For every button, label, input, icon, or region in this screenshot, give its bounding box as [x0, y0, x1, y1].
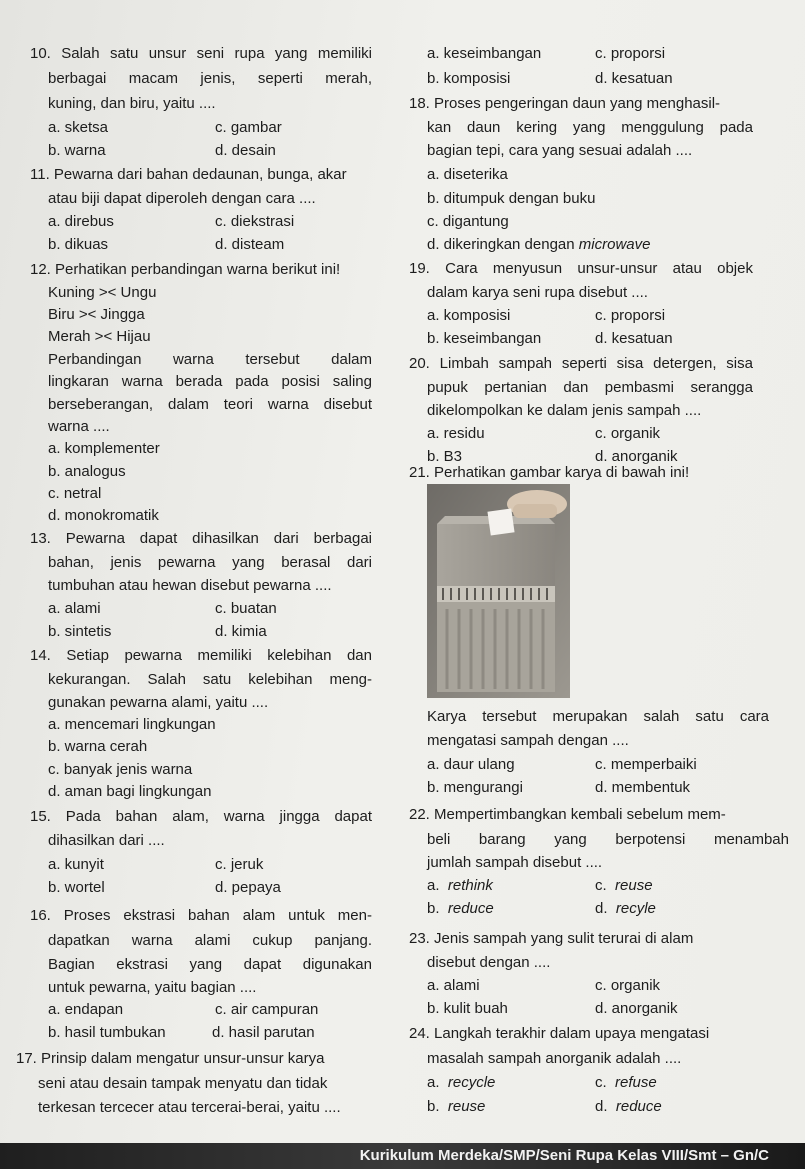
footer-text: Kurikulum Merdeka/SMP/Seni Rupa Kelas VIII/Smt – Gn/C: [359, 1147, 769, 1164]
q24-option-b[interactable]: b. reuse: [427, 1098, 486, 1115]
recycled-trash-bin-photo: [427, 484, 570, 698]
q20-line-2: pupuk pertanian dan pembasmi serangga: [427, 379, 753, 396]
q16-line-1: 16. Proses ekstrasi bahan alam untuk men-: [30, 907, 372, 924]
q22-option-c[interactable]: c. reuse: [595, 877, 653, 894]
q22-option-a[interactable]: a. rethink: [427, 877, 493, 894]
q15-option-a[interactable]: a. kunyit: [48, 856, 104, 873]
q16-option-a[interactable]: a. endapan: [48, 1001, 124, 1018]
q24-line-1: 24. Langkah terakhir dalam upaya mengatasi: [409, 1025, 710, 1042]
q21-option-c[interactable]: c. memperbaiki: [595, 756, 697, 773]
q16-line-3: Bagian ekstrasi yang dapat digunakan: [48, 956, 372, 973]
q11-line-2: atau biji dapat diperoleh dengan cara ....: [48, 190, 316, 207]
q14-option-d[interactable]: d. aman bagi lingkungan: [48, 783, 212, 800]
q17-line-3: terkesan tercecer atau tercerai-berai, yaitu ....: [38, 1099, 341, 1116]
q22-option-a-text: rethink: [447, 877, 493, 894]
q19-option-b[interactable]: b. keseimbangan: [427, 330, 542, 347]
q10-line-3: kuning, dan biru, yaitu ....: [48, 95, 216, 112]
q20-option-b[interactable]: b. B3: [427, 448, 463, 465]
q23-line-1: 23. Jenis sampah yang sulit terurai di alam: [409, 930, 694, 947]
q16-option-b[interactable]: b. hasil tumbukan: [48, 1024, 166, 1041]
q22-line-3: jumlah sampah disebut ....: [427, 854, 603, 871]
q21-line-2: Karya tersebut merupakan salah satu cara: [427, 708, 769, 725]
q14-option-a[interactable]: a. mencemari lingkungan: [48, 716, 216, 733]
q23-line-2: disebut dengan ....: [427, 954, 551, 971]
q15-line-2: dihasilkan dari ....: [48, 832, 165, 849]
q24-option-d-text: reduce: [615, 1098, 662, 1115]
q10-option-c[interactable]: c. gambar: [215, 119, 282, 136]
q13-option-c[interactable]: c. buatan: [215, 600, 277, 617]
q19-option-c[interactable]: c. proporsi: [595, 307, 666, 324]
q18-line-1: 18. Proses pengeringan daun yang menghasil-: [409, 95, 721, 112]
q19-line-1: 19. Cara menyusun unsur-unsur atau objek: [409, 260, 753, 277]
q24-line-2: masalah sampah anorganik adalah ....: [427, 1050, 682, 1067]
q17-line-2: seni atau desain tampak menyatu dan tidak: [38, 1075, 328, 1092]
q12-option-c[interactable]: c. netral: [48, 485, 102, 502]
q13-option-d[interactable]: d. kimia: [215, 623, 267, 640]
q24-option-c-text: refuse: [615, 1074, 657, 1091]
q14-option-c[interactable]: c. banyak jenis warna: [48, 761, 193, 778]
q11-option-d[interactable]: d. disteam: [215, 236, 285, 253]
q18-option-d-italic: microwave: [578, 236, 651, 253]
q12-pair-3: Merah >< Hijau: [48, 328, 151, 345]
footer-bar: [0, 1143, 805, 1169]
q20-option-c[interactable]: c. organik: [595, 425, 661, 442]
q20-option-d[interactable]: d. anorganik: [595, 448, 678, 465]
q11-option-b[interactable]: b. dikuas: [48, 236, 109, 253]
q23-option-b[interactable]: b. kulit buah: [427, 1000, 508, 1017]
q10-option-d[interactable]: d. desain: [215, 142, 276, 159]
q24-option-a-text: recycle: [447, 1074, 496, 1091]
q17-option-c[interactable]: c. proporsi: [595, 45, 666, 62]
q12-option-a[interactable]: a. komplementer: [48, 440, 160, 457]
q18-option-d[interactable]: [427, 235, 650, 254]
q22-option-b[interactable]: b. reduce: [427, 900, 494, 917]
q16-line-4: untuk pewarna, yaitu bagian ....: [48, 979, 257, 996]
q14-line-3: gunakan pewarna alami, yaitu ....: [48, 694, 269, 711]
q12-line-7: berseberangan, dalam teori warna disebut: [48, 396, 372, 413]
q15-line-1: 15. Pada bahan alam, warna jingga dapat: [30, 808, 372, 825]
q10-option-b[interactable]: b. warna: [48, 142, 106, 159]
q22-line-1: 22. Mempertimbangkan kembali sebelum mem-: [409, 806, 726, 823]
q22-line-2: beli barang yang berpotensi menambah: [427, 831, 789, 848]
q13-option-a[interactable]: a. alami: [48, 600, 101, 617]
q16-option-d[interactable]: d. hasil parutan: [212, 1024, 315, 1041]
q15-option-c[interactable]: c. jeruk: [215, 856, 264, 873]
q15-option-d[interactable]: d. pepaya: [215, 879, 281, 896]
q14-line-1: 14. Setiap pewarna memiliki kelebihan dan: [30, 647, 372, 664]
q12-line-5: Perbandingan warna tersebut dalam: [48, 351, 372, 368]
q21-option-d[interactable]: d. membentuk: [595, 779, 691, 796]
q18-line-3: bagian tepi, cara yang sesuai adalah ....: [427, 142, 693, 159]
q21-line-3: mengatasi sampah dengan ....: [427, 732, 629, 749]
q19-option-d[interactable]: d. kesatuan: [595, 330, 673, 347]
q10-line-2: berbagai macam jenis, seperti merah,: [48, 70, 372, 87]
q21-option-a[interactable]: a. daur ulang: [427, 756, 515, 773]
q24-option-c[interactable]: c. refuse: [595, 1074, 657, 1091]
q21-line-1: 21. Perhatikan gambar karya di bawah ini!: [409, 464, 690, 481]
q23-option-d[interactable]: d. anorganik: [595, 1000, 678, 1017]
q18-option-b[interactable]: b. ditumpuk dengan buku: [427, 190, 596, 207]
q19-line-2: dalam karya seni rupa disebut ....: [427, 284, 648, 301]
q12-option-b[interactable]: b. analogus: [48, 463, 126, 480]
q22-option-b-text: reduce: [447, 900, 494, 917]
q20-option-a[interactable]: a. residu: [427, 425, 485, 442]
q13-line-1: 13. Pewarna dapat dihasilkan dari berbagai: [30, 530, 372, 547]
q12-line-8: warna ....: [48, 418, 110, 435]
q17-option-a[interactable]: a. keseimbangan: [427, 45, 542, 62]
q13-line-3: tumbuhan atau hewan disebut pewarna ....: [48, 577, 332, 594]
q12-line-1: 12. Perhatikan perbandingan warna berikut ini!: [30, 261, 341, 278]
q20-line-1: 20. Limbah sampah seperti sisa detergen, sisa: [409, 355, 753, 372]
q22-option-c-text: reuse: [615, 877, 653, 894]
q10-line-1: 10. Salah satu unsur seni rupa yang memiliki: [30, 45, 372, 62]
q21-option-b[interactable]: b. mengurangi: [427, 779, 523, 796]
q18-line-2: kan daun kering yang menggulung pada: [427, 119, 753, 136]
q24-option-a[interactable]: a. recycle: [427, 1074, 496, 1091]
q15-option-b[interactable]: b. wortel: [48, 879, 105, 896]
q18-option-c[interactable]: c. digantung: [427, 213, 509, 230]
q17-option-d[interactable]: d. kesatuan: [595, 70, 673, 87]
q16-line-2: dapatkan warna alami cukup panjang.: [48, 932, 372, 949]
q12-pair-1: Kuning >< Ungu: [48, 284, 157, 301]
q11-option-a[interactable]: a. direbus: [48, 213, 114, 230]
q17-line-1: 17. Prinsip dalam mengatur unsur-unsur karya: [16, 1050, 325, 1067]
q19-option-a[interactable]: a. komposisi: [427, 307, 511, 324]
q14-line-2: kekurangan. Salah satu kelebihan meng-: [48, 671, 372, 688]
q16-option-c[interactable]: c. air campuran: [215, 1001, 319, 1018]
q12-option-d[interactable]: d. monokromatik: [48, 507, 159, 524]
q11-option-c[interactable]: c. diekstrasi: [215, 213, 295, 230]
q23-option-c[interactable]: c. organik: [595, 977, 661, 994]
q18-option-a[interactable]: a. diseterika: [427, 166, 508, 183]
q20-line-3: dikelompolkan ke dalam jenis sampah ....: [427, 402, 702, 419]
q22-option-d[interactable]: d. recyle: [595, 900, 656, 917]
q13-line-2: bahan, jenis pewarna yang berasal dari: [48, 554, 372, 571]
q24-option-d[interactable]: d. reduce: [595, 1098, 662, 1115]
q18-option-d-text: d. dikeringkan dengan: [427, 236, 579, 253]
q23-option-a[interactable]: a. alami: [427, 977, 480, 994]
q10-option-a[interactable]: a. sketsa: [48, 119, 109, 136]
q12-line-6: lingkaran warna berada pada posisi saling: [48, 373, 372, 390]
q11-line-1: 11. Pewarna dari bahan dedaunan, bunga, akar: [30, 166, 347, 183]
q12-pair-2: Biru >< Jingga: [48, 306, 145, 323]
q22-option-d-text: recyle: [615, 900, 656, 917]
q13-option-b[interactable]: b. sintetis: [48, 623, 112, 640]
q17-option-b[interactable]: b. komposisi: [427, 70, 511, 87]
q24-option-b-text: reuse: [447, 1098, 486, 1115]
trash-bin-illustration: [427, 484, 570, 698]
q14-option-b[interactable]: b. warna cerah: [48, 738, 148, 755]
